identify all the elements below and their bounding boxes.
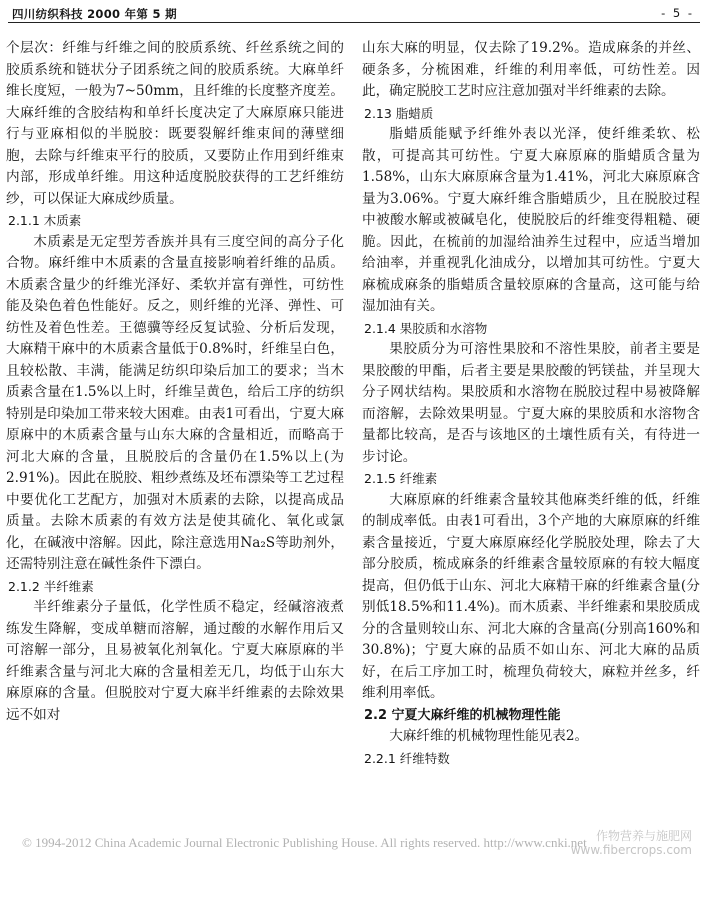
section-heading: 2.2.1 纤维特数 — [364, 750, 450, 766]
section-heading: 2.1.1 木质素 — [8, 213, 82, 228]
body-paragraph: 木质素是无定型芳香族并具有三度空间的高分子化合物。麻纤维中木质素的含量直接影响着纤维的品质。木质素含量少的纤维光泽好、柔软并富有弹性，可纺性能及染色着色性能好。反之，则纤维的光泽、弹性、可纺性及着色性差。王德骥等经反复试验、分析后发现，大麻精干麻中的木质素含量低于0.8%时，纤维呈白色，且较松散、丰满，能满足纺织印染后加工的要求；当木质素含量在1.5%以上时，纤维呈黄色，给后工序的纺织特别是印染加工带来较大困难。由表1可看出，宁夏大麻原麻中的木质素含量与山东大麻的含量相近，而略高于河北大麻的含量，且脱胶后的含量仍在1.5%以上(为2.91%)。因此在脱胶、粗纱煮练及坯布漂染等工艺过程中要优化工艺配方，加强对木质素的去除，以提高成品质量。去除木质素的有效方法是使其硫化、氧化或氯化，在碱液中溶解。因此，除注意选用Na₂S等助剂外，还需特别注意在碱性条件下漂白。 — [6, 233, 344, 572]
body-paragraph: 山东大麻的明显，仅去除了19.2%。造成麻条的并丝、硬条多，分梳困难，纤维的利用率低，可纺性差。因此，确定脱胶工艺时应注意加强对半纤维素的去除。 — [362, 40, 700, 99]
body-paragraph: 大麻纤维的机械物理性能见表2。 — [389, 728, 589, 744]
watermark-text: 作物营养与施肥网 — [595, 829, 692, 843]
page-number: - 5 - — [661, 6, 694, 20]
section-heading: 2.1.4 果胶质和水溶物 — [364, 320, 488, 336]
right-text-column — [362, 38, 700, 769]
section-heading: 2.1.2 半纤维素 — [8, 578, 94, 594]
body-paragraph: 脂蜡质能赋予纤维外表以光泽，使纤维柔软、松散，可提高其可纺性。宁夏大麻原麻的脂蜡质含量为1.58%，山东大麻原麻含量为1.41%，河北大麻原麻含量为3.06%。宁夏大麻纤维含脂蜡质少，且在脱胶过程中被酸水解或被碱皂化，使脱胶后的纤维变得粗糙、硬脆。因此，在梳前的加湿给油养生过程中，应适当增加给油率，并重视乳化油成分，以增加其可纺性。宁夏大麻梳成麻条的脂蜡质含量较原麻的含量高，这可能与给湿加油有关。 — [362, 126, 700, 314]
site-watermark — [564, 829, 692, 859]
body-paragraph: 大麻原麻的纤维素含量较其他麻类纤维的低，纤维的制成率低。由表1可看出，3个产地的大麻原麻的纤维素含量接近，宁夏大麻原麻经化学脱胶处理，除去了大部分胶质，梳成麻条的纤维素含量较原麻的有较大幅度提高，但仍低于山东、河北大麻精干麻的纤维素含量(分别低18.5%和11.4%)。而木质素、半纤维素和果胶质成分的含量则较山东、河北大麻的含量高(分别高160%和30.8%)；宁夏大麻的品质不如山东、河北大麻的品质好，在后工序加工时，梳理负荷较大，麻粒并丝多，纤维利用率低。 — [362, 491, 700, 701]
journal-title: 四川纺织科技 2000 年第 5 期 — [12, 7, 177, 21]
body-paragraph: 半纤维素分子量低，化学性质不稳定，经碱溶液煮练发生降解，变成单糖而溶解，通过酸的水解作用后又可溶解一部分，且易被氧化剂氧化。宁夏大麻原麻的半纤维素含量与河北大麻的含量相差无几，均低于山东大麻原麻的含量。但脱胶对宁夏大麻半纤维素的去除效果远不如对 — [6, 599, 344, 723]
body-paragraph: 个层次：纤维与纤维之间的胶质系统、纤丝系统之间的胶质系统和链状分子团系统之间的胶质系统。大麻单纤维长度短，一般为7~50mm，且纤维的长度整齐度差。大麻纤维的含胶结构和单纤长度决定了大麻原麻只能进行与亚麻相似的半脱胶：既要裂解纤维束间的薄壁细胞，去除与纤维束平行的胶质，又要防止作用到纤维束内部，形成单纤维。用这种适度脱胶获得的工艺纤维纺纱，可以保证大麻成纱质量。 — [6, 40, 344, 207]
section-heading: 2.1.5 纤维素 — [364, 471, 438, 486]
running-header — [8, 6, 700, 23]
watermark-url: www.fibercrops.com — [570, 843, 692, 857]
section-heading: 2.13 脂蜡质 — [364, 105, 434, 121]
left-text-column — [6, 38, 344, 726]
copyright-footer: © 1994-2012 China Academic Journal Electronic Publishing House. All rights reserved. http://www.cnki.net — [22, 835, 587, 850]
section-heading: 2.2 宁夏大麻纤维的机械物理性能 — [364, 707, 561, 723]
body-paragraph: 果胶质分为可溶性果胶和不溶性果胶，前者主要是果胶酸的甲酯，后者主要是果胶酸的钙镁盐，并呈现大分子网状结构。果胶质和水溶物在脱胶过程中易被降解而溶解，去除效果明显。宁夏大麻的果胶质和水溶物含量都比较高，是否与该地区的土壤性质有关，有待进一步讨论。 — [362, 341, 700, 465]
